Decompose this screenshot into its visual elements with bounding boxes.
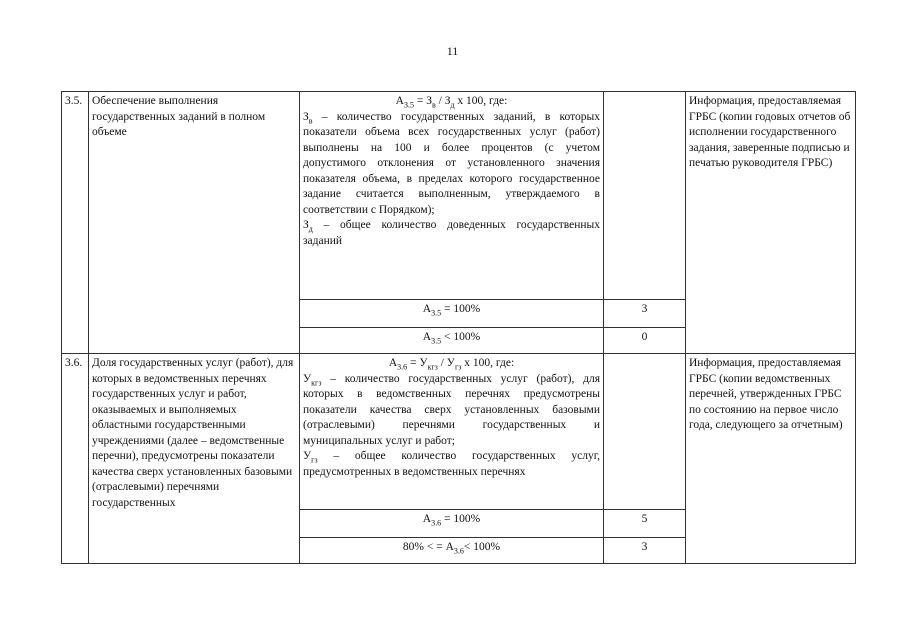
condition: 80% < = $А_{3.6}< 100\%$ bbox=[300, 538, 604, 564]
table-row bbox=[62, 92, 856, 300]
condition: $А_{3.5} = 100\%$ bbox=[300, 300, 604, 328]
formula-definition: $У_{кгз}$ – количество государственных услуг (работ), для которых в ведомственных перечнях предусмотрены показатели качества сверх установленных базовыми (отраслевыми) перечнями государственных и муниципальных услуг и работ; bbox=[303, 372, 600, 447]
formula-title: $А_{3.6} = У_{кгз} / У_{гз}$ х 100, где: bbox=[388, 357, 515, 372]
table-row bbox=[62, 354, 856, 510]
data-source: Информация, предоставляемая ГРБС (копии годовых отчетов об исполнении государственного задания, заверенные подписью и печатью руководителя ГРБС) bbox=[686, 92, 856, 354]
score-empty bbox=[604, 354, 686, 510]
indicators-table bbox=[61, 91, 856, 564]
score: 3 bbox=[604, 300, 686, 328]
page-number: 11 bbox=[446, 44, 459, 58]
formula-definition: $У_{гз}$ – общее количество государственных услуг, предусмотренных в ведомственных перечнях bbox=[303, 450, 600, 478]
formula-definition: $З_в$ – количество государственных заданий, в которых показатели объема всех государственных услуг (работ) выполнены на 100 и более процентов (с учетом допустимого отклонения от установленного значения показателя объема, в пределах которого государственное задание считается выполненным, утверждаемого в соответствии с Порядком); bbox=[303, 110, 600, 216]
formula-definition: $З_д$ – общее количество доведенных государственных заданий bbox=[303, 219, 600, 247]
indicator-formula bbox=[300, 354, 604, 510]
score: 0 bbox=[604, 328, 686, 354]
condition: $А_{3.5} < 100\%$ bbox=[300, 328, 604, 354]
data-source: Информация, предоставляемая ГРБС (копии ведомственных перечней, утвержденных ГРБС по состоянию на первое число года, следующего за отчетным) bbox=[686, 354, 856, 564]
row-number: 3.6. bbox=[62, 354, 89, 564]
formula-title: $А_{3.5} = З_в / З_д$ х 100, где: bbox=[395, 95, 508, 110]
score-empty bbox=[604, 92, 686, 300]
score: 5 bbox=[604, 510, 686, 538]
condition: $А_{3.6} = 100\%$ bbox=[300, 510, 604, 538]
indicator-name: Обеспечение выполнения государственных заданий в полном объеме bbox=[89, 92, 300, 354]
row-number: 3.5. bbox=[62, 92, 89, 354]
indicator-formula bbox=[300, 92, 604, 300]
score: 3 bbox=[604, 538, 686, 564]
indicator-name: Доля государственных услуг (работ), для которых в ведомственных перечнях государственных услуг и работ, оказываемых и выполняемых областными государственными учреждениями (далее – ведомственные перечни), предусмотрены показатели качества сверх установленных базовыми (отраслевыми) перечнями государственных bbox=[89, 354, 300, 564]
